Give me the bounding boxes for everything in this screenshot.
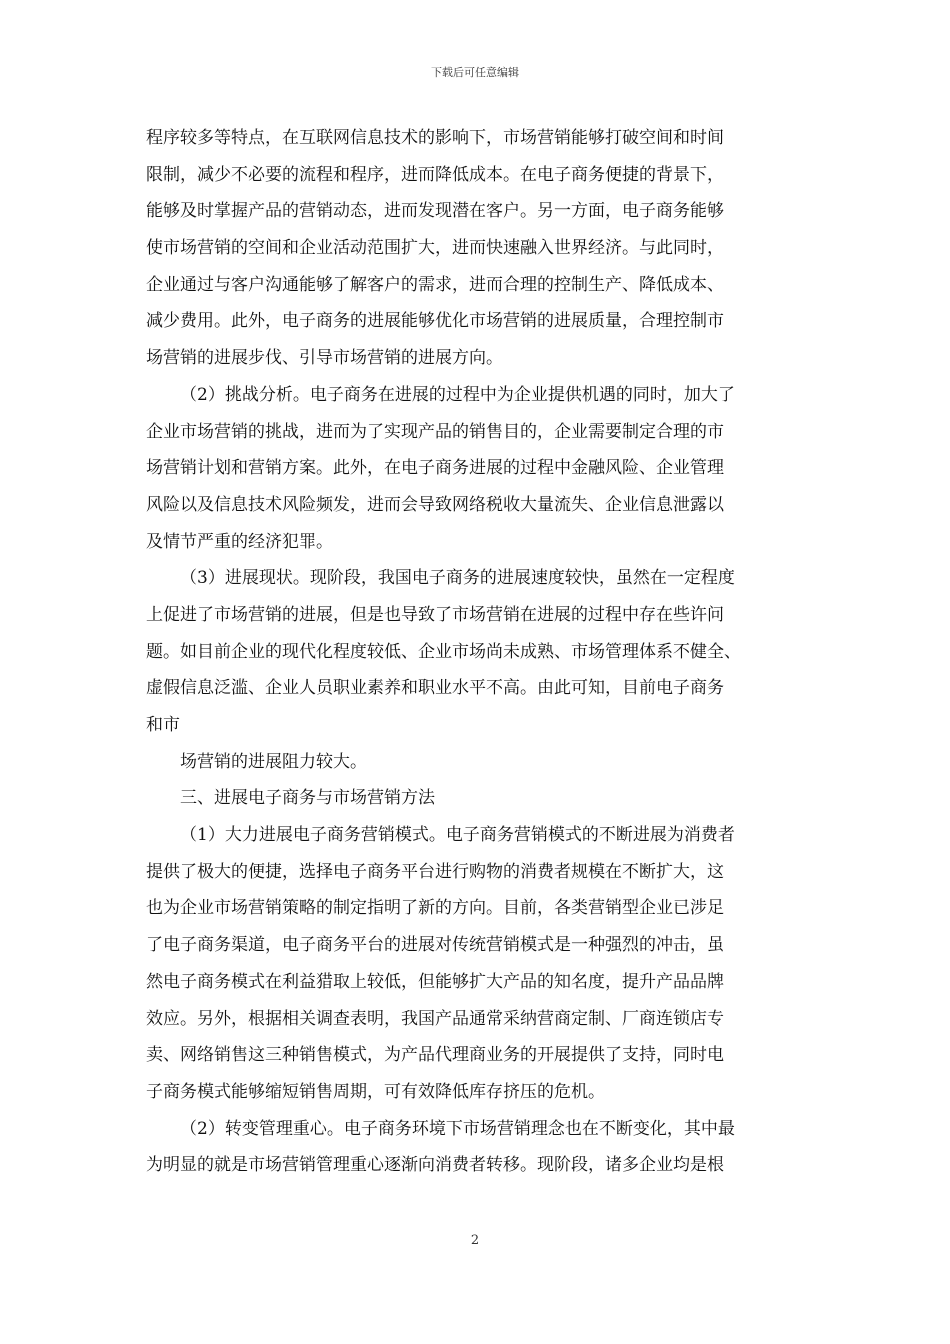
section-heading — [146, 780, 812, 817]
text-line: 上促进了市场营销的进展，但是也导致了市场营销在进展的过程中存在些许问 — [146, 604, 724, 625]
text-line: （1）大力进展电子商务营销模式。电子商务营销模式的不断进展为消费者 — [180, 825, 735, 846]
text-line: 了电子商务渠道，电子商务平台的进展对传统营销模式是一种强烈的冲击，虽 — [146, 935, 724, 956]
text-line: 能够及时掌握产品的营销动态，进而发现潜在客户。另一方面，电子商务能够 — [146, 201, 724, 222]
text-line: （2）挑战分析。电子商务在进展的过程中为企业提供机遇的同时，加大了 — [180, 384, 735, 405]
page-number: 2 — [470, 1233, 480, 1248]
text-line: 卖、网络销售这三种销售模式，为产品代理商业务的开展提供了支持，同时电 — [146, 1045, 724, 1066]
text-line: 及情节严重的经济犯罪。 — [146, 531, 333, 552]
text-line: 风险以及信息技术风险频发，进而会导致网络税收大量流失、企业信息泄露以 — [146, 494, 724, 515]
text-line: 限制，减少不必要的流程和程序，进而降低成本。在电子商务便捷的背景下， — [146, 164, 724, 185]
page-header: 下载后可任意编辑 — [431, 66, 519, 79]
text-line: 和市 — [146, 715, 180, 735]
text-line: 子商务模式能够缩短销售周期，可有效降低库存挤压的危机。 — [146, 1081, 605, 1102]
document-body — [146, 120, 812, 1184]
text-line: 场营销的进展阻力较大。 — [180, 751, 367, 772]
text-line: 也为企业市场营销策略的制定指明了新的方向。目前，各类营销型企业已涉足 — [146, 898, 724, 919]
paragraph — [146, 120, 812, 377]
text-line: 企业通过与客户沟通能够了解客户的需求，进而合理的控制生产、降低成本、 — [146, 274, 724, 295]
text-line: 提供了极大的便捷，选择电子商务平台进行购物的消费者规模在不断扩大，这 — [146, 861, 724, 882]
text-line: 然电子商务模式在利益猎取上较低，但能够扩大产品的知名度，提升产品品牌 — [146, 971, 724, 992]
paragraph — [146, 817, 812, 1111]
text-line: （2）转变管理重心。电子商务环境下市场营销理念也在不断变化，其中最 — [180, 1118, 735, 1139]
text-line: 场营销计划和营销方案。此外，在电子商务进展的过程中金融风险、企业管理 — [146, 458, 724, 479]
text-line: 企业市场营销的挑战，进而为了实现产品的销售目的，企业需要制定合理的市 — [146, 421, 724, 442]
text-line: 为明显的就是市场营销管理重心逐渐向消费者转移。现阶段，诸多企业均是根 — [146, 1155, 724, 1176]
text-line: 三、进展电子商务与市场营销方法 — [180, 788, 435, 809]
text-line: 效应。另外，根据相关调查表明，我国产品通常采纳营商定制、厂商连锁店专 — [146, 1008, 724, 1029]
paragraph — [146, 744, 812, 781]
paragraph — [146, 377, 812, 560]
text-line: （3）进展现状。现阶段，我国电子商务的进展速度较快，虽然在一定程度 — [180, 568, 735, 589]
text-line: 减少费用。此外，电子商务的进展能够优化市场营销的进展质量，合理控制市 — [146, 311, 724, 332]
text-line: 题。如目前企业的现代化程度较低、企业市场尚未成熟、市场管理体系不健全、 — [146, 641, 741, 662]
paragraph — [146, 1111, 812, 1184]
text-line: 使市场营销的空间和企业活动范围扩大，进而快速融入世界经济。与此同时， — [146, 238, 724, 259]
text-line: 虚假信息泛滥、企业人员职业素养和职业水平不高。由此可知，目前电子商务 — [146, 678, 724, 699]
text-line: 场营销的进展步伐、引导市场营销的进展方向。 — [146, 348, 503, 369]
text-line: 程序较多等特点，在互联网信息技术的影响下，市场营销能够打破空间和时间 — [146, 128, 724, 148]
paragraph — [146, 560, 812, 743]
